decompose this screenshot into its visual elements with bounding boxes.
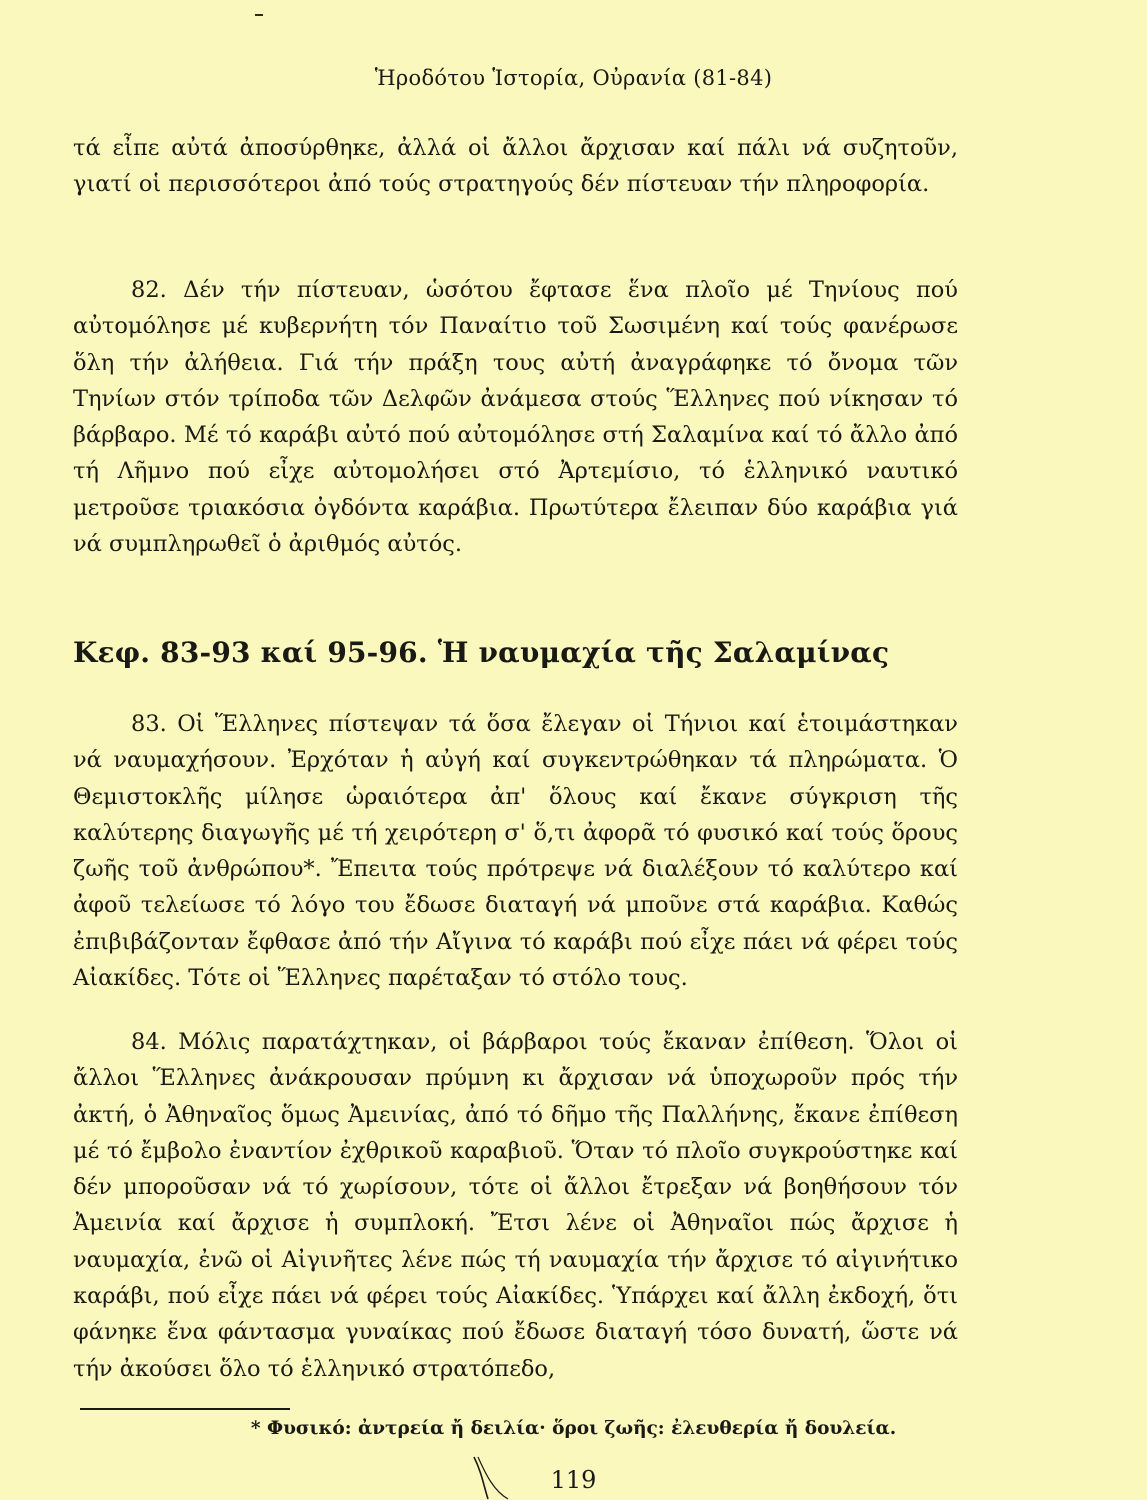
- paragraph-82: [73, 272, 958, 562]
- paragraph-text: 84. Μόλις παρατάχτηκαν, οἱ βάρβαροι τούς ἔκαναν ἐπίθεση. Ὅλοι οἱ ἄλλοι Ἕλληνες ἀνάκρουσαν πρύμνη κι ἄρχισαν νά ὑποχωροῦν πρός τήν ἀκτή, ὁ Ἀθηναῖος ὅμως Ἀμεινίας, ἀπό τό δῆμο τῆς Παλλήνης, ἔκανε ἐπίθεση μέ τό ἔμβολο ἐναντίον ἐχθρικοῦ καραβιοῦ. Ὅταν τό πλοῖο συγκρούστηκε καί δέν μποροῦσαν νά τό χωρίσουν, τότε οἱ ἄλλοι ἔτρεξαν νά βοηθήσουν τόν Ἀμεινία καί ἄρχισε ἡ συμπλοκή. Ἔτσι λένε οἱ Ἀθηναῖοι πώς ἄρχισε ἡ ναυμαχία, ἐνῶ οἱ Αἰγινῆτες λένε πώς τή ναυμαχία τήν ἄρχισε τό αἰγινήτικο καράβι, πού εἶχε πάει νά φέρει τούς Αἰακίδες. Ὑπάρχει καί ἄλλη ἐκδοχή, ὅτι φάνηκε ἕνα φάντασμα γυναίκας πού ἔδωσε διαταγή τόσο δυνατή, ὥστε νά τήν ἀκούσει ὅλο τό ἑλληνικό στρατόπεδο,: [73, 1029, 958, 1382]
- paragraph-continuation: [73, 130, 958, 203]
- paragraph-text: 82. Δέν τήν πίστευαν, ὡσότου ἔφτασε ἕνα πλοῖο μέ Τηνίους πού αὐτομόλησε μέ κυβερνήτη τόν Παναίτιο τοῦ Σωσιμένη καί τούς φανέρωσε ὅλη τήν ἀλήθεια. Γιά τήν πράξη τους αὐτή ἀναγράφηκε τό ὄνομα τῶν Τηνίων στόν τρίποδα τῶν Δελφῶν ἀνάμεσα στούς Ἕλληνες πού νίκησαν τό βάρβαρο. Μέ τό καράβι αὐτό πού αὐτομόλησε στή Σαλαμίνα καί τό ἄλλο ἀπό τή Λῆμνο πού εἶχε αὐτομολήσει στό Ἀρτεμίσιο, τό ἑλληνικό ναυτικό μετροῦσε τριακόσια ὀγδόντα καράβια. Πρωτύτερα ἔλειπαν δύο καράβια γιά νά συμπληρωθεῖ ὁ ἀριθμός αὐτός.: [73, 277, 958, 558]
- scan-mark: [255, 14, 263, 16]
- paragraph-text: 83. Οἱ Ἕλληνες πίστεψαν τά ὅσα ἔλεγαν οἱ Τήνιοι καί ἑτοιμάστηκαν νά ναυμαχήσουν. Ἐρχόταν ἡ αὐγή καί συγκεντρώθηκαν τά πληρώματα. Ὁ Θεμιστοκλῆς μίλησε ὡραιότερα ἀπ' ὅλους καί ἔκανε σύγκριση τῆς καλύτερης διαγωγῆς μέ τή χειρότερη σ' ὅ,τι ἀφορᾶ τό φυσικό καί τούς ὅρους ζωῆς τοῦ ἀνθρώπου*. Ἔπειτα τούς πρότρεψε νά διαλέξουν τό καλύτερο καί ἀφοῦ τελείωσε τό λόγο του ἔδωσε διαταγή νά μποῦνε στά καράβια. Καθώς ἐπιβιβάζονταν ἔφθασε ἀπό τήν Αἴγινα τό καράβι πού εἶχε πάει νά φέρει τούς Αἰακίδες. Τότε οἱ Ἕλληνες παρέταξαν τό στόλο τους.: [73, 711, 958, 992]
- page-number: 119: [550, 1466, 597, 1494]
- paragraph-84: [73, 1024, 958, 1387]
- paragraph-83: [73, 706, 958, 996]
- footnote-divider: [80, 1408, 290, 1410]
- footnote: * Φυσικό: ἀντρεία ἤ δειλία· ὅροι ζωῆς: ἐλευθερία ἤ δουλεία.: [250, 1418, 897, 1439]
- paragraph-text: τά εἶπε αὐτά ἀποσύρθηκε, ἀλλά οἱ ἄλλοι ἄρχισαν καί πάλι νά συζητοῦν, γιατί οἱ περισσότεροι ἀπό τούς στρατηγούς δέν πίστευαν τήν πληροφορία.: [73, 135, 958, 198]
- running-head: Ἡροδότου Ἱστορία, Οὐρανία (81-84): [374, 66, 773, 90]
- section-heading: Κεφ. 83-93 καί 95-96. Ἡ ναυμαχία τῆς Σαλαμίνας: [73, 636, 890, 669]
